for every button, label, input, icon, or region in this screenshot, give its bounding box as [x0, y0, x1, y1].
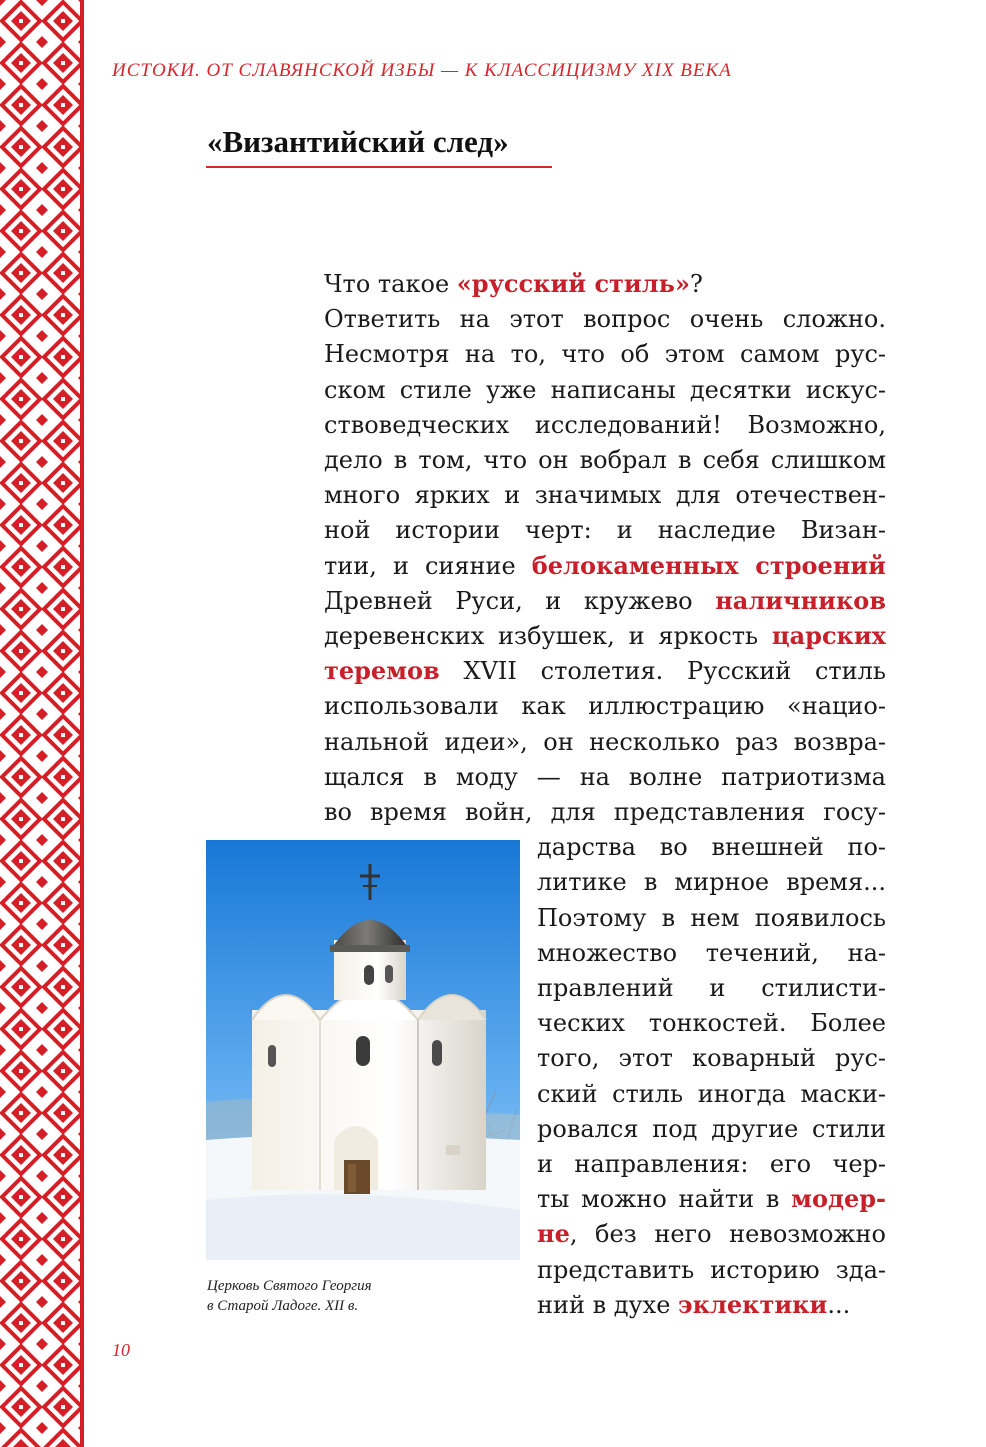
text-run: ний в духе — [537, 1290, 679, 1319]
page-number: 10 — [112, 1340, 130, 1360]
body-line — [324, 550, 886, 582]
body-line — [324, 585, 886, 617]
text-run: того, этот коварный рус- — [537, 1044, 886, 1073]
photo-caption — [207, 1276, 507, 1316]
caption-line: Церковь Святого Георгия — [207, 1278, 372, 1294]
text-run: дарства во внешней по- — [537, 833, 886, 862]
text-run: ский стиль иногда маски- — [537, 1079, 886, 1108]
ornamental-border — [0, 0, 84, 1447]
body-line — [537, 1183, 886, 1215]
body-line — [324, 726, 886, 758]
church-photo — [206, 840, 520, 1260]
body-line — [324, 338, 886, 370]
running-head: ИСТОКИ. ОТ СЛАВЯНСКОЙ ИЗБЫ — К КЛАССИЦИЗМУ XIX ВЕКА — [112, 60, 732, 81]
body-line — [537, 1289, 886, 1321]
text-run: , без него невозможно — [569, 1220, 886, 1249]
body-line — [324, 444, 886, 476]
text-run: ском стиле уже написаны десятки искус- — [324, 375, 886, 404]
article-title: «Византийский след» — [207, 124, 509, 159]
text-run: много ярких и значимых для отечествен- — [324, 481, 886, 510]
highlighted-term: модер- — [791, 1184, 886, 1214]
text-run: ты можно найти в — [537, 1185, 792, 1214]
text-run: XVII столетия. Русский стиль — [439, 657, 886, 686]
text-run: во время войн, для представления госу- — [324, 798, 886, 826]
body-line — [324, 268, 886, 300]
highlighted-term: эклектики — [678, 1289, 828, 1319]
text-run: деревенских избушек, и яркость — [324, 622, 772, 650]
body-line — [537, 1254, 886, 1286]
highlighted-term: «русский стиль» — [456, 269, 690, 298]
text-run: тии, и сияние — [324, 551, 532, 580]
text-run: Древней Руси, и кружево — [324, 586, 716, 615]
body-line — [324, 479, 886, 511]
body-line — [537, 1007, 886, 1039]
text-run: использовали как иллюстрацию «нацио- — [324, 692, 886, 721]
text-run: множество течений, на- — [537, 938, 886, 967]
text-run: правлений и стилисти- — [537, 974, 886, 1002]
body-line — [324, 796, 886, 828]
text-run: ровался под другие стили — [537, 1114, 886, 1143]
body-line — [537, 902, 886, 934]
body-line — [324, 620, 886, 652]
body-line — [537, 866, 886, 898]
body-line — [537, 1148, 886, 1180]
text-run: Ответить на этот вопрос очень сложно. — [324, 305, 886, 334]
body-line — [537, 1078, 886, 1110]
text-run: ной истории черт: и наследие Визан- — [324, 516, 886, 545]
text-run: ... — [827, 1290, 851, 1319]
body-line — [537, 1042, 886, 1074]
body-line — [537, 937, 886, 969]
highlighted-term: наличников — [715, 585, 886, 615]
body-line — [537, 1218, 886, 1250]
highlighted-term: царских — [771, 621, 886, 650]
caption-line: в Старой Ладоге. XII в. — [207, 1298, 359, 1314]
text-run: дело в том, что он вобрал в себя слишком — [324, 446, 886, 474]
body-line — [324, 303, 886, 335]
highlighted-term: белокаменных строений — [531, 550, 886, 580]
text-run: ? — [689, 270, 703, 298]
text-run: Что такое — [324, 270, 457, 298]
body-line — [324, 761, 886, 793]
highlighted-term: теремов — [324, 656, 440, 686]
text-run: ческих тонкостей. Более — [537, 1009, 886, 1038]
body-line — [537, 1113, 886, 1145]
text-run: нальной идеи», он несколько раз возвра- — [324, 727, 886, 756]
text-run: Поэтому в нем появилось — [537, 903, 886, 932]
body-line — [324, 690, 886, 722]
text-run: литике в мирное время... — [537, 868, 886, 897]
body-line — [537, 831, 886, 863]
body-line — [324, 514, 886, 546]
body-line — [324, 655, 886, 687]
body-line — [324, 409, 886, 441]
text-run: ствоведческих исследований! Возможно, — [324, 410, 886, 439]
body-line — [537, 972, 886, 1004]
text-run: Несмотря на то, что об этом самом рус- — [324, 340, 886, 369]
highlighted-term: не — [537, 1219, 570, 1249]
title-underline — [206, 166, 552, 168]
text-run: и направления: его чер- — [537, 1150, 886, 1178]
text-run: представить историю зда- — [537, 1255, 886, 1284]
text-run: щался в моду — на волне патриотизма — [324, 762, 886, 791]
body-line — [324, 374, 886, 406]
